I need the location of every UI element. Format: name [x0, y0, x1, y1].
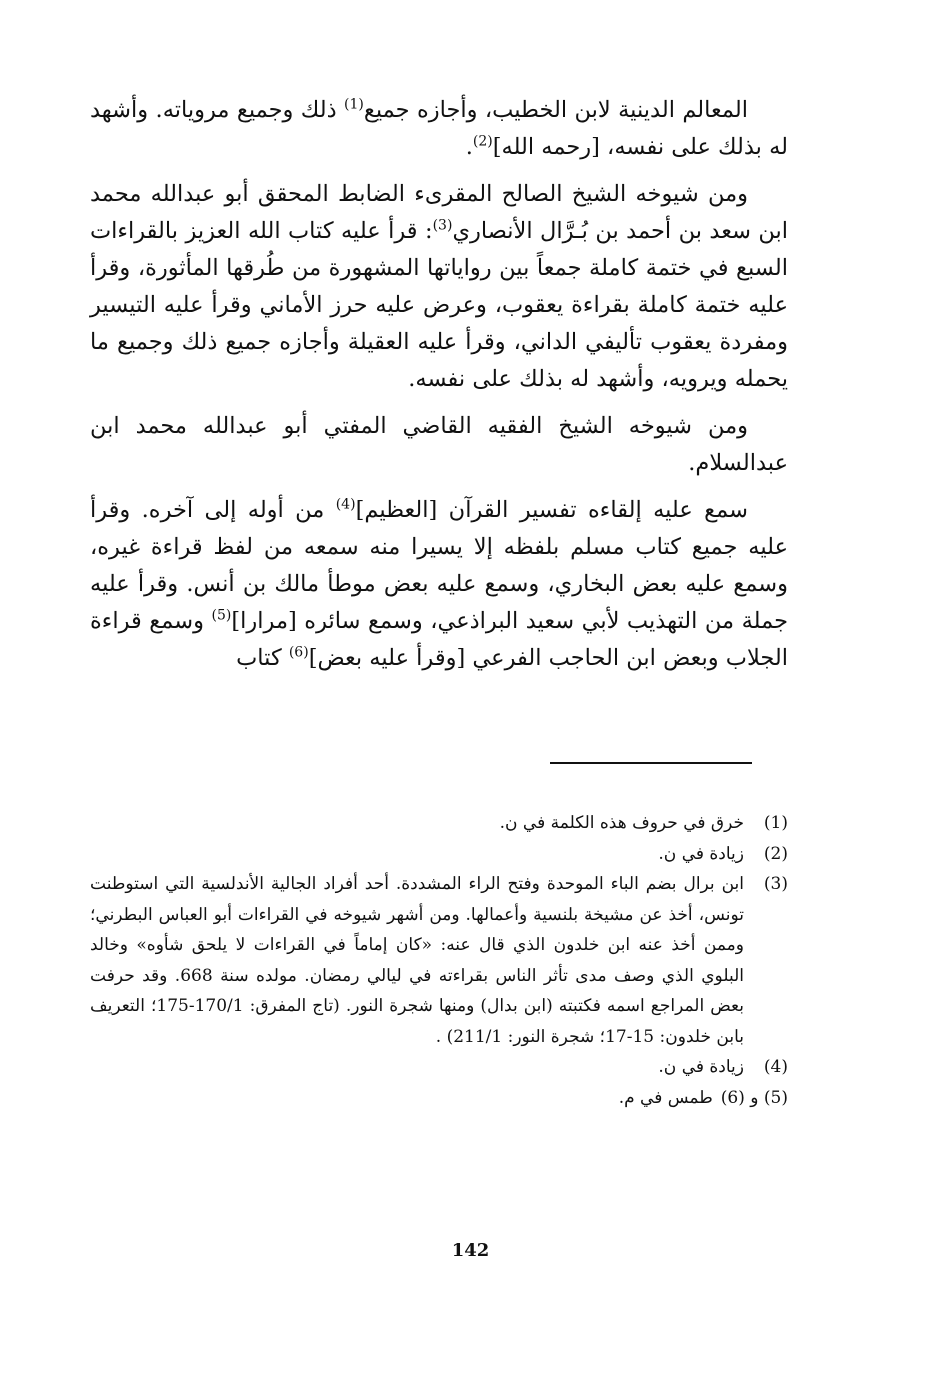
footnote-ref: (1) — [344, 96, 364, 113]
text-run: ومن شيوخه الشيخ الفقيه القاضي المفتي أبو عبدالله محمد ابن عبدالسلام. — [90, 413, 788, 476]
footnote-3 — [90, 869, 788, 1052]
page-number: 142 — [451, 1240, 490, 1261]
footnote-ref: (2) — [472, 133, 493, 150]
footnote-text: زيادة في ن. — [658, 1057, 744, 1077]
footnote-text: ابن برال بضم الباء الموحدة وفتح الراء المشددة. أحد أفراد الجالية الأندلسية التي استوطنت تونس، أخذ عن مشيخة بلنسية وأعمالها. ومن أشهر شيوخه في القراءات أبو العباس البطرني؛ وممن أخذ عنه ابن خلدون الذي قال عنه: «كان إماماً في القراءات لا يلحق شأوه» وخالد البلوي الذي وصف مدى تأثر الناس بقراءته في ليالي رمضان. مولده سنة 668. وقد حرفت بعض المراجع اسمه فكتبته (ابن بدال) ومنها شجرة النور. (تاج المفرق: 170/1-175؛ التعريف بابن خلدون: 15-17؛ شجرة النور: 211/1) . — [90, 874, 744, 1047]
text-run: كتاب — [236, 645, 289, 671]
text-run: من أوله إلى آخره. وقرأ عليه جميع كتاب مسلم بلفظه إلا يسيرا منه سمعه من لفظ قراءة غيره، وسمع عليه بعض البخاري، وسمع عليه بعض موطأ مالك بن أنس. وقرأ عليه جملة من التهذيب لأبي سعيد البراذعي، وسمع سائره [مرارا] — [90, 497, 789, 634]
paragraph-4 — [90, 492, 788, 677]
footnote-text: خرق في حروف هذه الكلمة في ن. — [499, 813, 744, 833]
footnote-number: (3) — [763, 874, 788, 894]
footnote-1 — [90, 808, 788, 839]
paragraph-3 — [90, 408, 788, 482]
footnote-4 — [90, 1052, 788, 1083]
footnote-number: (2) — [763, 843, 788, 864]
text-run: ذلك وجميع مروياته. وأشهد له بذلك على نفسه، [رحمه الله] — [90, 97, 788, 160]
footnote-ref: (3) — [432, 217, 453, 234]
footnote-2 — [90, 839, 788, 870]
footnote-number: (4) — [763, 1057, 788, 1077]
footnote-ref: (6) — [288, 644, 309, 661]
text-run: . — [465, 134, 473, 160]
footnote-number: (1) — [763, 813, 788, 833]
main-text — [90, 92, 788, 687]
paragraph-2 — [90, 176, 788, 398]
footnote-separator — [550, 762, 752, 764]
text-run: المعالم الدينية لابن الخطيب، وأجازه جميع — [363, 97, 748, 123]
footnote-text: زيادة في ن. — [658, 843, 744, 864]
footnote-number: (5) و (6) — [720, 1087, 788, 1108]
footnote-text: طمس في م. — [618, 1087, 713, 1108]
text-run: وسمع قراءة الجلاب وبعض ابن الحاجب الفرعي [وقرأ عليه بعض] — [90, 608, 788, 671]
footnote-5-6 — [90, 1083, 788, 1114]
paragraph-1 — [90, 92, 788, 166]
footnote-ref: (4) — [335, 496, 356, 513]
footnotes — [90, 808, 788, 1113]
text-run: سمع عليه إلقاءه تفسير القرآن [العظيم] — [355, 497, 748, 523]
text-run: : قرأ عليه كتاب الله العزيز بالقراءات السبع في ختمة كاملة جمعاً بين رواياتها المشهورة من طُرقها المأثورة، وقرأ عليه ختمة كاملة بقراءة يعقوب، وعرض عليه حرز الأماني وقرأ عليه التيسير ومفردة يعقوب تأليفي الداني، وقرأ عليه العقيلة وأجازه جميع ذلك وجميع ما يحمله ويرويه، وأشهد له بذلك على نفسه. — [90, 218, 788, 392]
text-run: ومن شيوخه الشيخ الصالح المقرىء الضابط المحقق أبو عبدالله محمد ابن سعد بن أحمد بن بُـرَّال الأنصاري — [90, 181, 789, 244]
footnote-ref: (5) — [211, 607, 232, 624]
